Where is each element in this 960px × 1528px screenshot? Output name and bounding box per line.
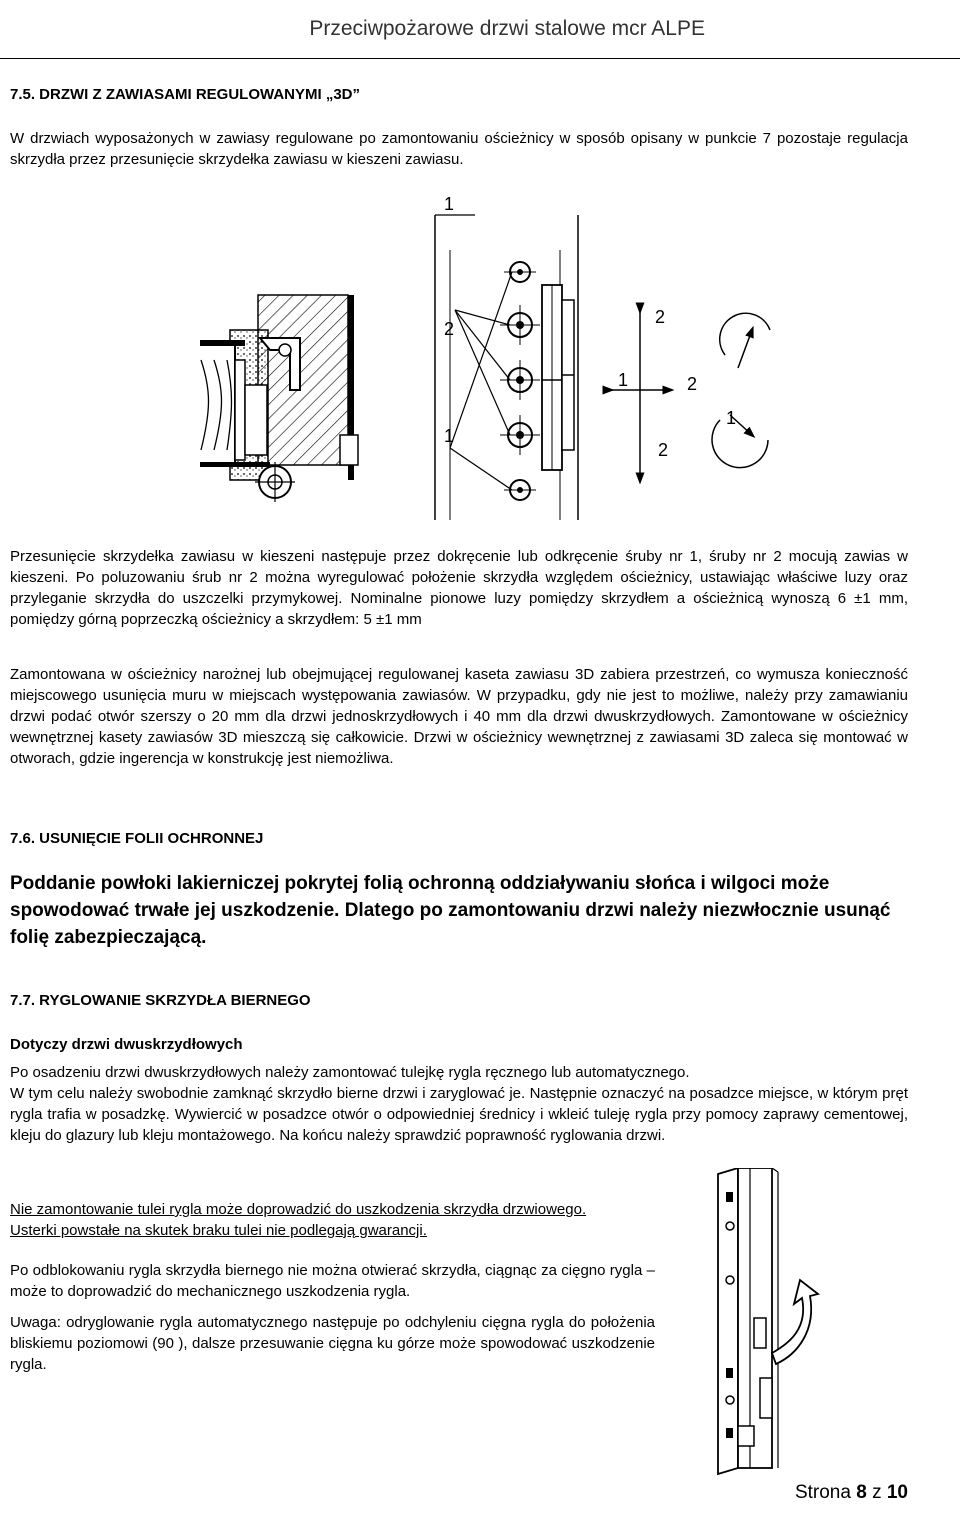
page-header	[0, 0, 960, 59]
current-page-number: 8	[856, 1482, 867, 1503]
document-title: Przeciwpożarowe drzwi stalowe mcr ALPE	[309, 17, 705, 40]
section-7-7-p1: Po osadzeniu drzwi dwuskrzydłowych należy zamontować tulejkę rygla ręcznego lub automatycznego.	[10, 1064, 690, 1081]
label-screw-1: 1	[444, 426, 455, 446]
label-arrow-right-2: 2	[687, 374, 698, 394]
section-7-7-subheading: Dotyczy drzwi dwuskrzydłowych	[10, 1036, 243, 1053]
screw-icon	[500, 360, 540, 400]
flush-bolt-diagram	[690, 1168, 840, 1478]
label-screw-2: 2	[444, 319, 455, 339]
screw-icon	[504, 262, 536, 282]
section-7-7-p2: W tym celu należy swobodnie zamknąć skrzydło bierne drzwi i zaryglować je. Następnie oznaczyć na posadzce miejsce, w którym pręt rygla trafia w posadzkę. Wywiercić w posadzce otwór o odpowiedniej średnicy i wkleić tuleję rygla przy pomocy zaprawy cementowej, kleju do glazury lub kleju montażowego. Na końcu należy sprawdzić poprawność ryglowania drzwi.	[10, 1085, 908, 1144]
adjustment-arrows	[610, 310, 770, 480]
footer-prefix: Strona	[794, 1482, 857, 1503]
label-screw-1-top: 1	[444, 194, 455, 214]
bolt-sleeve-warning: Nie zamontowanie tulei rygla może doprowadzić do uszkodzenia skrzydła drzwiowego. Usterki powstałe na skutek braku tulei nie podlegają gwarancji.	[10, 1201, 587, 1239]
section-7-5-heading: 7.5. DRZWI Z ZAWIASAMI REGULOWANYMI „3D”	[10, 86, 361, 103]
label-rotation-1: 1	[726, 408, 737, 428]
footer-mid: z	[866, 1482, 887, 1503]
bolt-plate	[718, 1168, 778, 1474]
total-pages: 10	[886, 1482, 908, 1503]
page-footer	[795, 1482, 908, 1504]
hinge-adjustment-diagram	[200, 190, 800, 530]
section-7-7-p3: Po odblokowaniu rygla skrzydła biernego nie można otwierać skrzydła, ciągnąc za cięgno rygla – może to doprowadzić do mechanicznego uszkodzenia rygla.	[10, 1262, 655, 1300]
foil-warning: Poddanie powłoki lakierniczej pokrytej folią ochronną oddziaływaniu słońca i wilgoci może spowodować trwałe jej uszkodzenie. Dlatego po zamontowaniu drzwi należy niezwłocznie usunąć folię zabezpieczającą.	[10, 873, 891, 948]
screw-icon	[500, 305, 540, 345]
screw-icon	[500, 415, 540, 455]
hinge-front-view	[435, 215, 578, 520]
lever-lift-arrow-icon	[772, 1280, 818, 1364]
section-7-7-p4: Uwaga: odryglowanie rygla automatycznego następuje po odchyleniu cięgna rygla do położenia bliskiemu poziomowi (90 ), dalsze przesuwanie cięgna ku górze może spowodować uszkodzenie rygla.	[10, 1314, 655, 1373]
screw-icon	[504, 480, 536, 500]
section-7-5-para2: Zamontowana w ościeżnicy narożnej lub obejmującej regulowanej kaseta zawiasu 3D zabiera przestrzeń, co wymusza konieczność miejscowego usunięcia muru w miejscach występowania zawiasów. W przypadku, gdy nie jest to możliwe, należy przy zamawianiu drzwi podać otwór szerszy o 20 mm dla drzwi jednoskrzydłowych i 40 mm dla drzwi dwuskrzydłowych. Zamontowane w ościeżnicy wewnętrznej kasety zawiasów 3D mieszczą się całkowicie. Drzwi w ościeżnicy wewnętrznej z zawiasami 3D zaleca się montować w otworach, gdzie ingerencja w konstrukcję jest niemożliwa.	[10, 666, 908, 767]
label-arrow-up-2: 2	[655, 307, 666, 327]
section-7-7-heading: 7.7. RYGLOWANIE SKRZYDŁA BIERNEGO	[10, 992, 311, 1009]
section-7-6-heading: 7.6. USUNIĘCIE FOLII OCHRONNEJ	[10, 830, 264, 847]
section-7-5-para1: Przesunięcie skrzydełka zawiasu w kieszeni następuje przez dokręcenie lub odkręcenie śruby nr 1, śruby nr 2 mocują zawias w kieszeni. Po poluzowaniu śrub nr 2 można wyregulować położenie skrzydła względem ościeżnicy, ustawiając właściwe luzy oraz przyleganie skrzydła do uszczelki przymykowej. Nominalne pionowe luzy pomiędzy skrzydłem a ościeżnicą wynoszą 6 ±1 mm, pomiędzy górną poprzeczką ościeżnicy a skrzydłem: 5 ±1 mm	[10, 548, 908, 628]
label-arrow-down-2: 2	[658, 440, 669, 460]
label-arrow-left-1: 1	[618, 370, 629, 390]
section-7-5-intro: W drzwiach wyposażonych w zawiasy regulowane po zamontowaniu ościeżnicy w sposób opisany w punkcie 7 pozostaje regulacja skrzydła przez przesunięcie skrzydełka zawiasu w kieszeni zawiasu.	[10, 130, 908, 168]
leader-lines	[435, 215, 512, 490]
